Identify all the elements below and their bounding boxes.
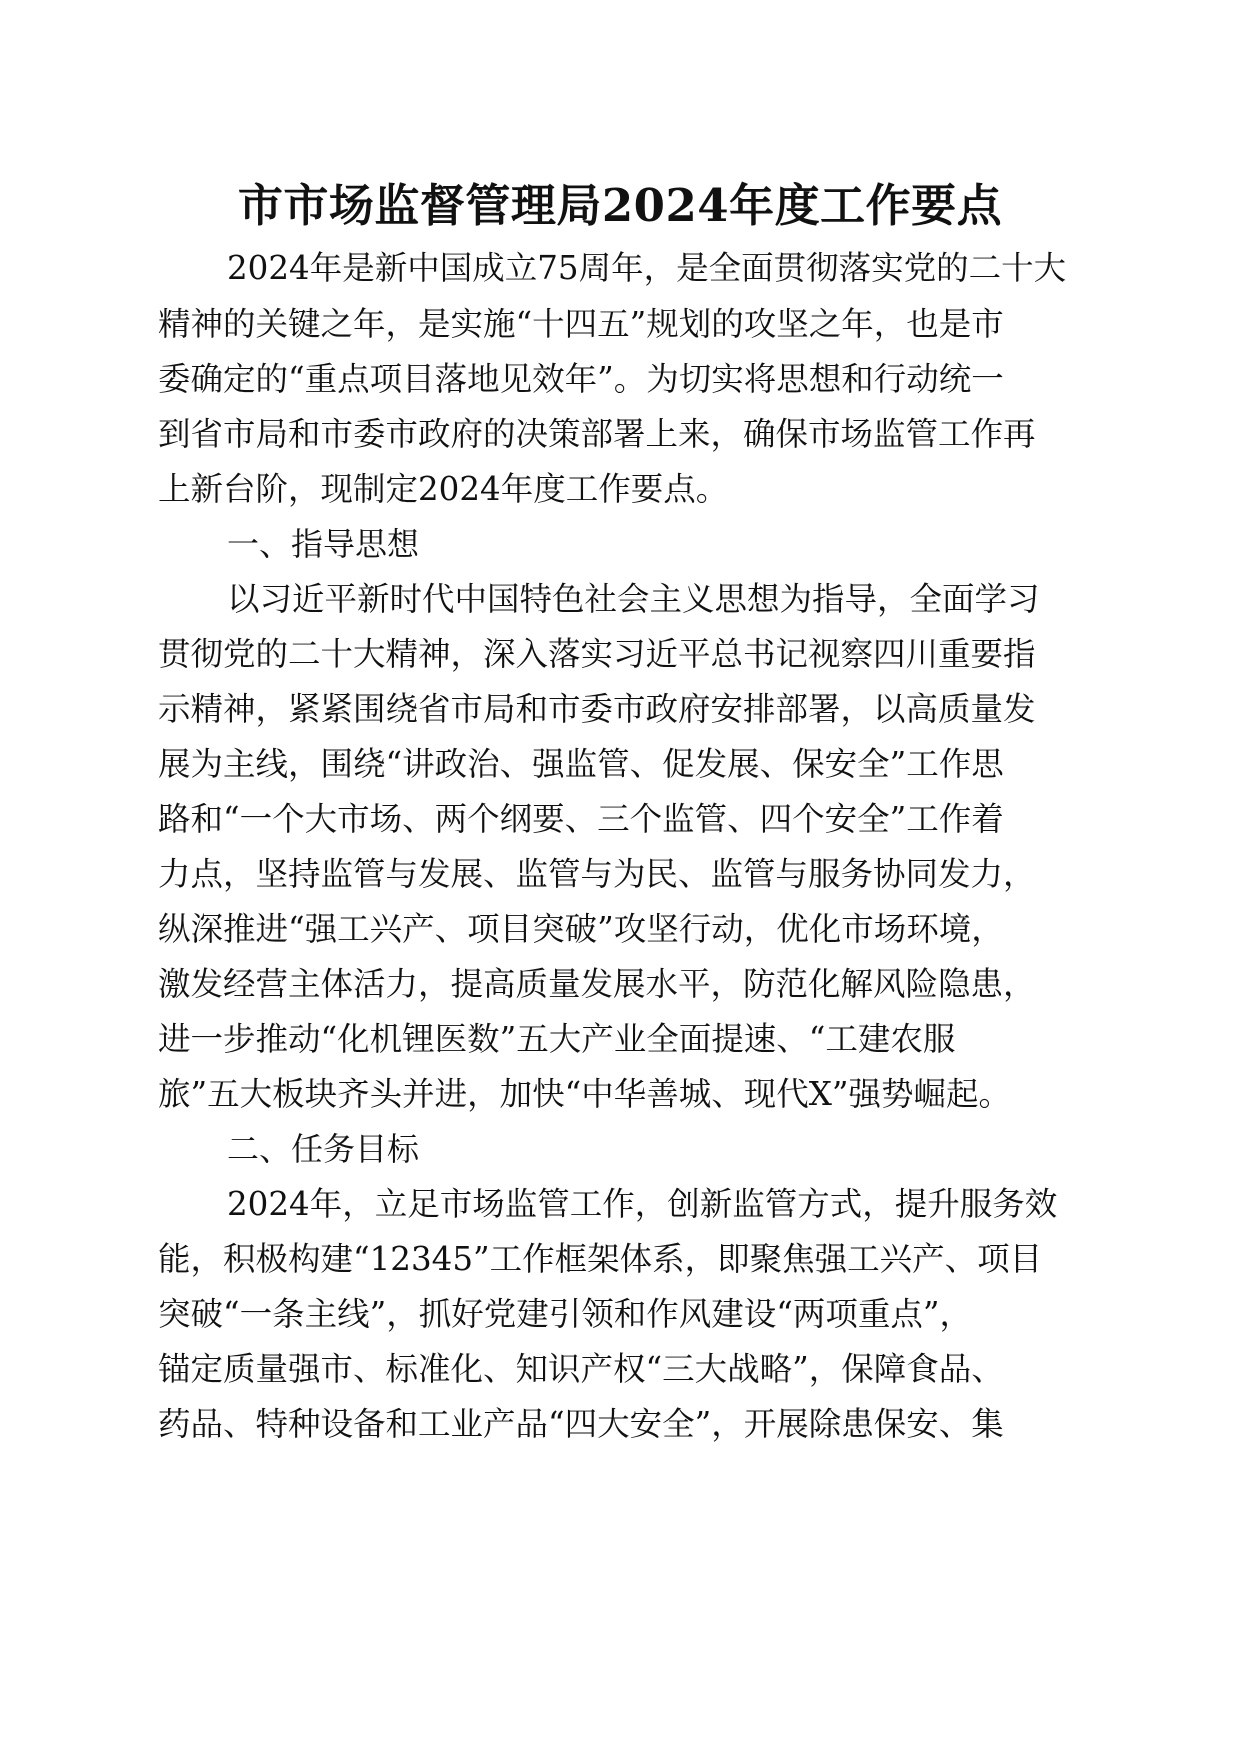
- document-title: 市市场监督管理局2024年度工作要点: [237, 179, 1003, 232]
- paragraph-line: 纵深推进“强工兴产、项目突破”攻坚行动，优化市场环境，: [158, 910, 1004, 948]
- paragraph-line: 路和“一个大市场、两个纲要、三个监管、四个安全”工作着: [158, 800, 1004, 838]
- section-heading: 一、指导思想: [227, 525, 420, 563]
- paragraph-line: 突破“一条主线”，抓好党建引领和作风建设“两项重点”，: [158, 1295, 972, 1333]
- paragraph-line: 贯彻党的二十大精神，深入落实习近平总书记视察四川重要指: [158, 635, 1036, 673]
- paragraph-line: 示精神，紧紧围绕省市局和市委市政府安排部署，以高质量发: [158, 690, 1036, 728]
- paragraph-line: 2024年是新中国成立75周年，是全面贯彻落实党的二十大: [227, 249, 1067, 287]
- paragraph-line: 旅”五大板块齐头并进，加快“中华善城、现代X”强势崛起。: [158, 1075, 1011, 1113]
- section-heading: 二、任务目标: [227, 1130, 420, 1168]
- paragraph-line: 锚定质量强市、标准化、知识产权“三大战略”，保障食品、: [158, 1350, 1004, 1388]
- paragraph-line: 能，积极构建“12345”工作框架体系，即聚焦强工兴产、项目: [158, 1240, 1043, 1278]
- paragraph-line: 精神的关键之年，是实施“十四五”规划的攻坚之年，也是市: [158, 305, 1004, 343]
- paragraph-line: 上新台阶，现制定2024年度工作要点。: [158, 470, 729, 508]
- paragraph-line: 进一步推动“化机锂医数”五大产业全面提速、“工建农服: [158, 1020, 956, 1058]
- paragraph-line: 激发经营主体活力，提高质量发展水平，防范化解风险隐患，: [158, 965, 1036, 1003]
- paragraph-line: 委确定的“重点项目落地见效年”。为切实将思想和行动统一: [158, 360, 1004, 398]
- paragraph-line: 展为主线，围绕“讲政治、强监管、促发展、保安全”工作思: [158, 745, 1004, 783]
- paragraph-line: 到省市局和市委市政府的决策部署上来，确保市场监管工作再: [158, 415, 1036, 453]
- paragraph-line: 药品、特种设备和工业产品“四大安全”，开展除患保安、集: [158, 1405, 1004, 1443]
- paragraph-line: 力点，坚持监管与发展、监管与为民、监管与服务协同发力，: [158, 855, 1036, 893]
- paragraph-line: 2024年，立足市场监管工作，创新监管方式，提升服务效: [227, 1185, 1058, 1223]
- paragraph-line: 以习近平新时代中国特色社会主义思想为指导，全面学习: [227, 580, 1040, 618]
